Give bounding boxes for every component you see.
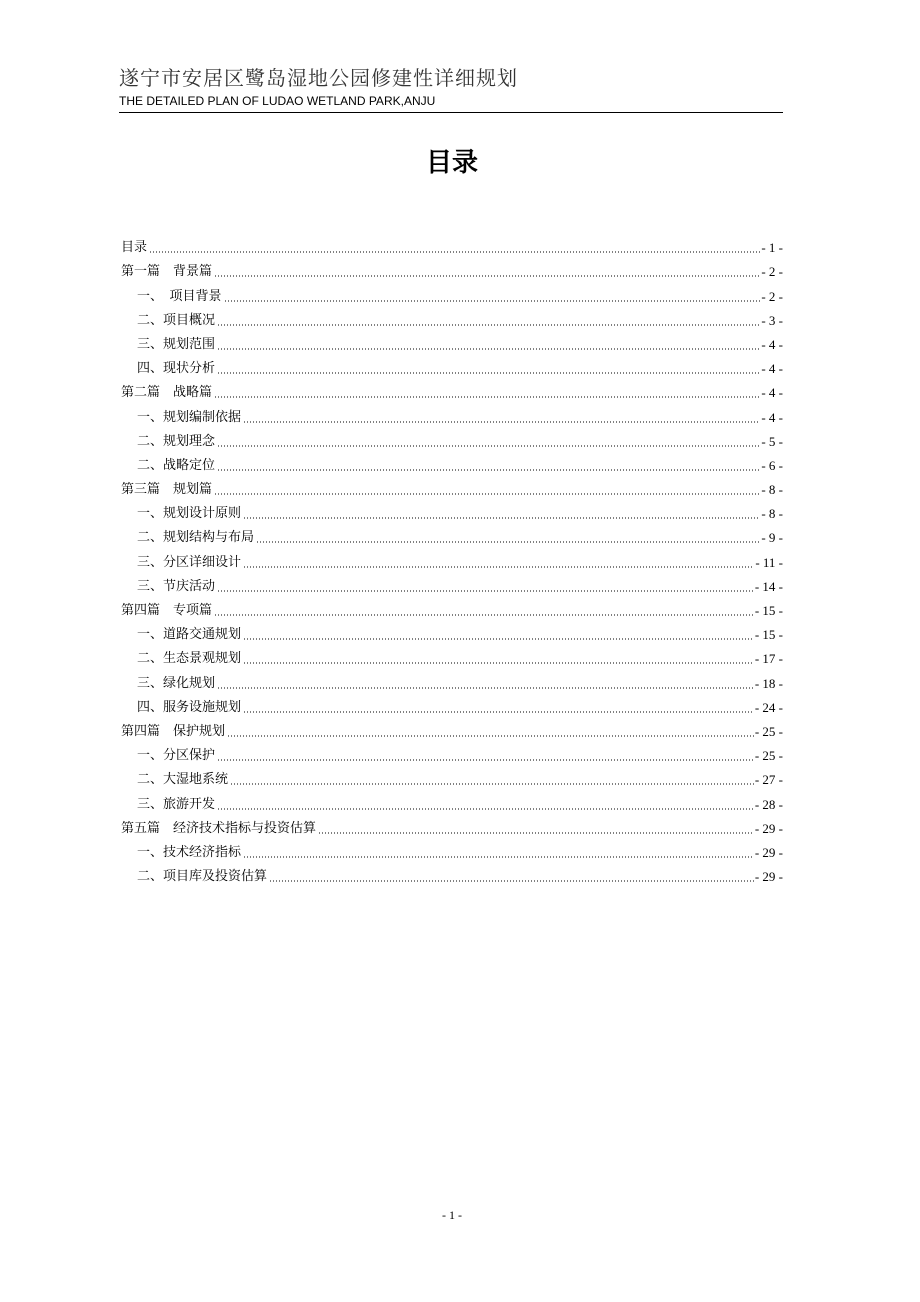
toc-entry-label: 三、旅游开发 — [137, 796, 216, 812]
toc-entry-label: 四、服务设施规划 — [137, 699, 242, 715]
toc-entry-page-number: - 4 - — [761, 336, 783, 352]
toc-dot-leader — [227, 735, 754, 737]
toc-dot-leader — [149, 251, 760, 253]
toc-dot-leader — [243, 566, 754, 568]
toc-entry-chapter[interactable] — [121, 257, 783, 281]
toc-entry-page-number: - 29 - — [754, 844, 783, 860]
toc-entry-label: 第二篇 战略篇 — [121, 385, 213, 401]
toc-dot-leader — [243, 421, 760, 423]
header-title-chinese: 遂宁市安居区鹭岛湿地公园修建性详细规划 — [119, 66, 518, 90]
toc-entry-label: 三、节庆活动 — [137, 578, 216, 594]
toc-dot-leader — [217, 469, 760, 471]
toc-entry-label: 四、现状分析 — [137, 361, 216, 377]
toc-dot-leader — [214, 396, 760, 398]
toc-entry-section[interactable] — [121, 281, 783, 305]
toc-dot-leader — [230, 783, 754, 785]
toc-dot-leader — [217, 372, 760, 374]
toc-entry-page-number: - 8 - — [761, 482, 783, 498]
toc-entry-label: 二、战略定位 — [137, 457, 216, 473]
toc-entry-section[interactable] — [121, 547, 783, 571]
toc-entry-page-number: - 4 - — [761, 409, 783, 425]
toc-entry-page-number: - 15 - — [754, 603, 783, 618]
toc-entry-chapter[interactable] — [121, 233, 783, 257]
toc-entry-chapter[interactable] — [121, 717, 783, 741]
toc-dot-leader — [243, 638, 754, 640]
toc-entry-section[interactable] — [121, 306, 783, 330]
toc-entry-page-number: - 25 - — [754, 723, 783, 739]
toc-entry-label: 二、项目概况 — [137, 312, 216, 328]
toc-entry-page-number: - 1 - — [761, 240, 783, 256]
toc-dot-leader — [214, 493, 760, 495]
table-of-contents — [121, 233, 783, 886]
toc-dot-leader — [217, 445, 760, 447]
toc-entry-label: 一、规划编制依据 — [137, 409, 242, 425]
toc-entry-label: 二、项目库及投资估算 — [137, 869, 268, 885]
toc-entry-label: 二、规划结构与布局 — [137, 530, 255, 546]
toc-title: 目录 — [425, 148, 478, 178]
toc-entry-section[interactable] — [121, 644, 783, 668]
toc-entry-label: 目录 — [121, 240, 148, 256]
toc-entry-section[interactable] — [121, 427, 783, 451]
toc-entry-label: 二、规划理念 — [137, 433, 216, 449]
toc-entry-label: 一、分区保护 — [137, 748, 216, 764]
toc-entry-page-number: - 9 - — [761, 530, 783, 546]
toc-entry-section[interactable] — [121, 765, 783, 789]
toc-entry-label: 二、生态景观规划 — [137, 651, 242, 667]
toc-entry-section[interactable] — [121, 499, 783, 523]
toc-entry-section[interactable] — [121, 330, 783, 354]
toc-entry-section[interactable] — [121, 402, 783, 426]
toc-dot-leader — [243, 517, 760, 519]
toc-dot-leader — [217, 590, 754, 592]
toc-dot-leader — [256, 541, 760, 543]
toc-entry-label: 第五篇 经济技术指标与投资估算 — [121, 820, 317, 836]
toc-entry-page-number: - 5 - — [761, 433, 783, 449]
toc-entry-label: 第四篇 专项篇 — [121, 603, 213, 618]
toc-entry-chapter[interactable] — [121, 378, 783, 402]
toc-entry-section[interactable] — [121, 838, 783, 862]
toc-entry-chapter[interactable] — [121, 596, 783, 620]
toc-entry-page-number: - 11 - — [755, 554, 783, 570]
toc-dot-leader — [243, 856, 754, 858]
toc-dot-leader — [318, 832, 754, 834]
toc-entry-label: 一、道路交通规划 — [137, 627, 242, 643]
page-header — [119, 64, 783, 113]
toc-dot-leader — [214, 275, 760, 277]
toc-entry-page-number: - 28 - — [754, 796, 783, 812]
toc-dot-leader — [269, 880, 754, 882]
toc-entry-page-number: - 4 - — [761, 361, 783, 377]
toc-entry-section[interactable] — [121, 620, 783, 644]
toc-entry-page-number: - 14 - — [754, 578, 783, 594]
toc-entry-label: 三、规划范围 — [137, 336, 216, 352]
toc-entry-label: 三、分区详细设计 — [137, 554, 242, 570]
toc-dot-leader — [217, 348, 760, 350]
toc-entry-section[interactable] — [121, 354, 783, 378]
toc-entry-label: 第四篇 保护规划 — [121, 723, 226, 739]
toc-entry-label: 一、技术经济指标 — [137, 844, 242, 860]
toc-entry-label: 二、大湿地系统 — [137, 772, 229, 788]
toc-entry-page-number: - 25 - — [754, 748, 783, 764]
header-title-english: THE DETAILED PLAN OF LUDAO WETLAND PARK,ANJU — [119, 94, 436, 108]
toc-entry-page-number: - 17 - — [754, 651, 783, 667]
toc-entry-page-number: - 8 - — [761, 506, 783, 522]
toc-entry-section[interactable] — [121, 693, 783, 717]
toc-dot-leader — [217, 324, 760, 326]
toc-entry-page-number: - 29 - — [754, 869, 783, 885]
toc-entry-page-number: - 3 - — [761, 312, 783, 328]
toc-entry-page-number: - 15 - — [754, 627, 783, 643]
toc-entry-section[interactable] — [121, 789, 783, 813]
toc-entry-label: 三、绿化规划 — [137, 675, 216, 691]
toc-entry-page-number: - 2 - — [761, 264, 783, 280]
toc-entry-page-number: - 24 - — [754, 699, 783, 715]
toc-entry-section[interactable] — [121, 523, 783, 547]
toc-entry-page-number: - 18 - — [754, 675, 783, 691]
toc-entry-section[interactable] — [121, 451, 783, 475]
toc-entry-label: 一、 项目背景 — [137, 288, 222, 304]
toc-entry-section[interactable] — [121, 741, 783, 765]
toc-dot-leader — [217, 808, 754, 810]
toc-entry-label: 一、规划设计原则 — [137, 506, 242, 522]
toc-dot-leader — [243, 711, 754, 713]
toc-dot-leader — [243, 662, 754, 664]
toc-entry-label: 第一篇 背景篇 — [121, 264, 213, 280]
toc-entry-section[interactable] — [121, 572, 783, 596]
toc-entry-section[interactable] — [121, 862, 783, 886]
toc-dot-leader — [224, 300, 761, 302]
toc-dot-leader — [214, 614, 754, 616]
toc-entry-page-number: - 29 - — [754, 820, 783, 836]
toc-entry-page-number: - 4 - — [761, 385, 783, 401]
toc-entry-chapter[interactable] — [121, 814, 783, 838]
toc-dot-leader — [217, 687, 754, 689]
toc-dot-leader — [217, 759, 754, 761]
header-divider — [119, 112, 783, 113]
toc-entry-page-number: - 2 - — [761, 288, 783, 304]
toc-entry-section[interactable] — [121, 668, 783, 692]
page-number: - 1 - — [442, 1208, 462, 1222]
toc-entry-chapter[interactable] — [121, 475, 783, 499]
toc-entry-page-number: - 6 - — [761, 457, 783, 473]
toc-entry-page-number: - 27 - — [754, 772, 783, 788]
toc-entry-label: 第三篇 规划篇 — [121, 482, 213, 498]
